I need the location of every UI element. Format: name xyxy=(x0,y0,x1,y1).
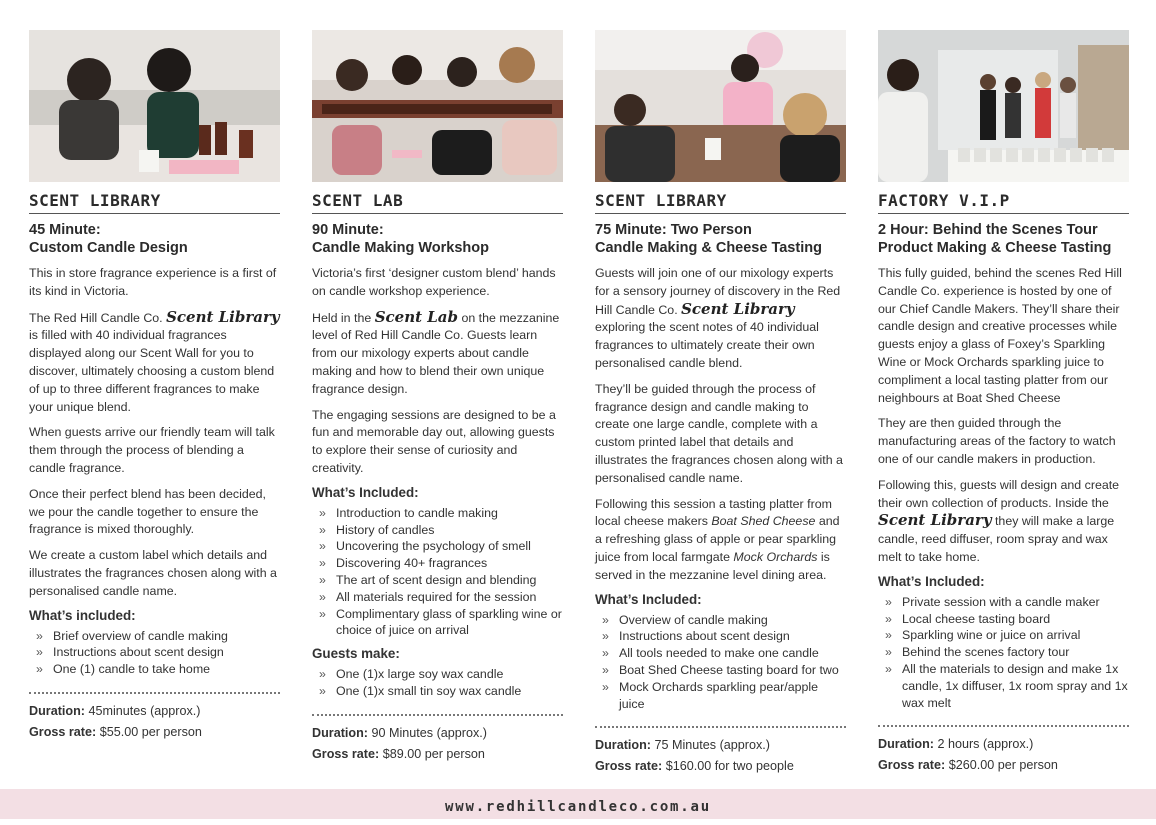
guests-make-list xyxy=(312,666,563,700)
list-item: » Behind the scenes factory tour xyxy=(878,644,1129,661)
list-item: » Boat Shed Cheese tasting board for two xyxy=(595,662,846,679)
section-heading: SCENT LAB xyxy=(312,191,563,214)
list-item: » Sparkling wine or juice on arrival xyxy=(878,627,1129,644)
paragraph: This in store fragrance experience is a first of its kind in Victoria. xyxy=(29,266,277,298)
paragraph: The Red Hill Candle Co. Scent Library is filled with 40 individual fragrances displayed along our Scent Wall for you to discover, ultimately choosing a custom blend of up to three different fragrances to make your unique blend. xyxy=(29,307,280,414)
paragraph: Following this, guests will design and create their own collection of products. Inside the Scent Library they will make a large candle, reed diffuser, room spray and wax melt to take home. xyxy=(878,477,1120,564)
included-list xyxy=(878,594,1129,712)
pricing: Duration: 2 hours (approx.) Gross rate: $260.00 per person xyxy=(878,737,1058,773)
scent-lab-script-text: Scent Lab xyxy=(374,307,459,326)
section-subtitle: 2 Hour: Behind the Scenes Tour Product Making & Cheese Tasting xyxy=(878,222,1112,256)
paragraph: Victoria’s first ‘designer custom blend’ hands on candle workshop experience. xyxy=(312,266,556,298)
column-factory-vip xyxy=(878,30,1129,776)
website-url[interactable]: www.redhillcandleco.com.au xyxy=(445,799,711,815)
list-item: » Overview of candle making xyxy=(595,612,846,629)
paragraph: This fully guided, behind the scenes Red Hill Candle Co. experience is hosted by one of our Chief Candle Makers. They’ll share their candle design and creative processes while guests enjoy a glass of Foxey’s Sparkling Wine or Mock Orchards sparkling juice to compliment a local tasting platter from our neighbours at Boat Shed Cheese xyxy=(878,266,1122,405)
column-scent-lab-90 xyxy=(312,30,563,765)
paragraph: Guests will join one of our mixology experts for a sensory journey of discovery in the Red Hill Candle Co. Scent Library exploring the scent notes of 40 individual fragrances to ultimately create their own personalised candle blend. xyxy=(595,266,841,370)
list-item: » Brief overview of candle making xyxy=(29,628,280,645)
included-label: What’s Included: xyxy=(878,573,985,589)
section-subtitle: 45 Minute: Custom Candle Design xyxy=(29,222,188,256)
list-item: » One (1)x large soy wax candle xyxy=(312,666,563,683)
included-label: What’s Included: xyxy=(595,591,702,607)
guests-make-label: Guests make: xyxy=(312,646,400,662)
list-item: » All tools needed to make one candle xyxy=(595,645,846,662)
column-scent-library-45 xyxy=(29,30,280,743)
section-heading: SCENT LIBRARY xyxy=(29,191,280,214)
paragraph: Once their perfect blend has been decided, we pour the candle together to ensure the fragrance is mixed thoroughly. xyxy=(29,486,266,537)
photo-factory-tour xyxy=(878,30,1129,182)
scent-library-script-text: Scent Library xyxy=(681,299,795,318)
paragraph: Following this session a tasting platter from local cheese makers Boat Shed Cheese and a refreshing glass of apple or pear sparkling juice from local farmgate Mock Orchards is served in the mezzanine level dining area. xyxy=(595,496,840,582)
list-item: » Instructions about scent design xyxy=(29,644,280,661)
section-heading: SCENT LIBRARY xyxy=(595,191,846,214)
column-scent-library-75 xyxy=(595,30,846,777)
included-list xyxy=(29,628,280,678)
list-item: » Private session with a candle maker xyxy=(878,594,1129,611)
dotted-divider xyxy=(312,714,563,716)
list-item: » Complimentary glass of sparkling wine or choice of juice on arrival xyxy=(312,606,563,640)
scent-library-script-text: Scent Library xyxy=(878,511,992,530)
list-item: » Mock Orchards sparkling pear/apple juice xyxy=(595,679,846,713)
included-label: What’s Included: xyxy=(312,484,419,500)
included-list xyxy=(312,505,563,639)
pricing: Duration: 45minutes (approx.) Gross rate: $55.00 per person xyxy=(29,703,202,739)
section-heading: FACTORY V.I.P xyxy=(878,191,1129,214)
paragraph: Held in the Scent Lab on the mezzanine level of Red Hill Candle Co. Guests learn from our mixology experts about candle making and how to blend their own unique fragrance design. xyxy=(312,307,560,396)
list-item: » One (1)x small tin soy wax candle xyxy=(312,683,563,700)
photo-scent-library-guests xyxy=(29,30,280,182)
list-item: » History of candles xyxy=(312,522,563,539)
paragraph: They are then guided through the manufacturing areas of the factory to watch one of our candle makers in production. xyxy=(878,416,1116,466)
list-item: » The art of scent design and blending xyxy=(312,572,563,589)
list-item: » Local cheese tasting board xyxy=(878,611,1129,628)
list-item: » Introduction to candle making xyxy=(312,505,563,522)
dotted-divider xyxy=(878,725,1129,727)
pricing: Duration: 75 Minutes (approx.) Gross rate: $160.00 for two people xyxy=(595,738,794,774)
list-item: » Discovering 40+ fragrances xyxy=(312,555,563,572)
dotted-divider xyxy=(595,726,846,728)
photo-scent-lab-workshop xyxy=(312,30,563,182)
list-item: » Instructions about scent design xyxy=(595,628,846,645)
pricing: Duration: 90 Minutes (approx.) Gross rate: $89.00 per person xyxy=(312,725,487,761)
included-list xyxy=(595,612,846,713)
section-subtitle: 75 Minute: Two Person Candle Making & Cheese Tasting xyxy=(595,222,822,256)
paragraph: We create a custom label which details and illustrates the fragrances chosen along with a personalised candle name. xyxy=(29,548,277,598)
paragraph: When guests arrive our friendly team will talk them through the process of blending a candle fragrance. xyxy=(29,425,275,475)
dotted-divider xyxy=(29,692,280,694)
included-label: What’s included: xyxy=(29,607,136,623)
paragraph: The engaging sessions are designed to be a fun and memorable day out, allowing guests to explore their sense of curiosity and creativity. xyxy=(312,407,556,475)
list-item: » All materials required for the session xyxy=(312,589,563,606)
list-item: » One (1) candle to take home xyxy=(29,661,280,678)
section-subtitle: 90 Minute: Candle Making Workshop xyxy=(312,222,489,256)
list-item: » Uncovering the psychology of smell xyxy=(312,538,563,555)
footer-bar xyxy=(0,789,1156,819)
photo-two-person-candle-making xyxy=(595,30,846,182)
list-item: » All the materials to design and make 1x candle, 1x diffuser, 1x room spray and 1x wax melt xyxy=(878,661,1129,711)
paragraph: They’ll be guided through the process of fragrance design and candle making to create one large candle, complete with a custom printed label that details and illustrates the fragrances chosen along with a personalised candle name. xyxy=(595,381,843,485)
scent-library-script-text: Scent Library xyxy=(166,307,280,326)
